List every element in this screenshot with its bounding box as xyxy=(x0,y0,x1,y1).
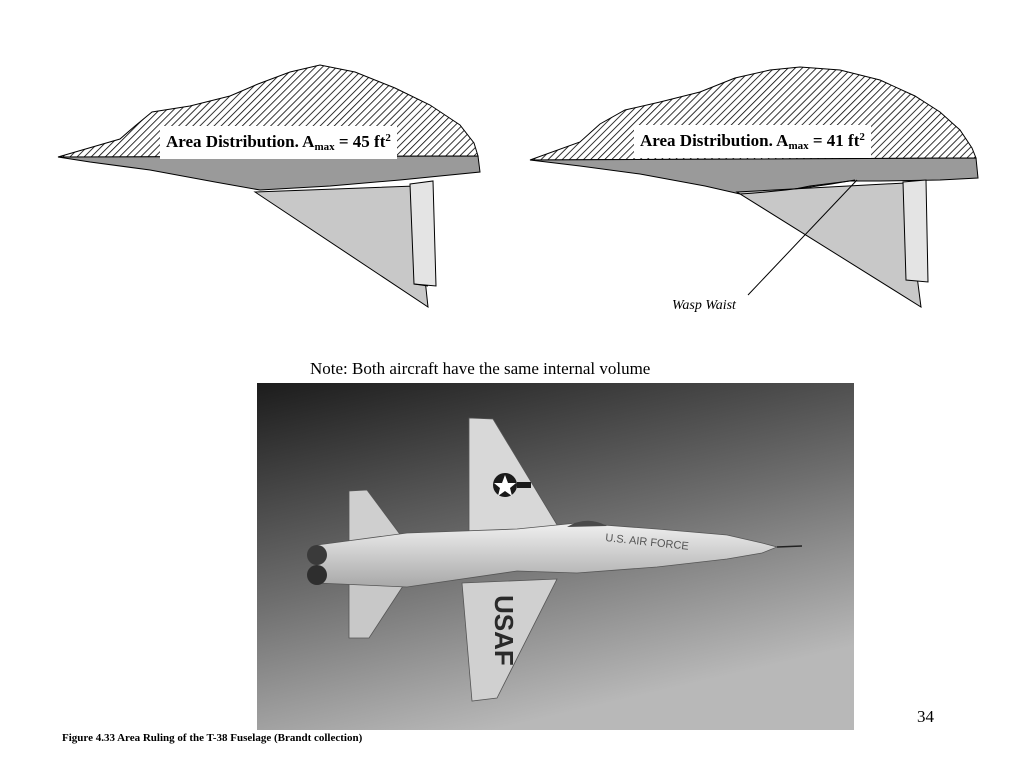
engine-nozzle-top xyxy=(307,545,327,565)
figure-caption: Figure 4.33 Area Ruling of the T-38 Fuselage (Brandt collection) xyxy=(62,732,363,744)
right-area-distribution xyxy=(530,67,978,307)
note-text: Note: Both aircraft have the same internal volume xyxy=(310,359,651,378)
area-ruling-diagrams xyxy=(0,0,1024,380)
engine-nozzle-bottom xyxy=(307,565,327,585)
wasp-waist-callout: Wasp Waist xyxy=(672,298,736,313)
left-tail-fin xyxy=(410,181,436,286)
left-area-label: Area Distribution. $A_{max} = 45$ $ft^2$ xyxy=(160,126,397,159)
right-area-label: Area Distribution. $A_{max} = 41$ $ft^2$ xyxy=(634,125,871,158)
wing-marking: USAF xyxy=(489,595,519,666)
fuselage-marking: U.S. AIR FORCE xyxy=(604,532,690,553)
t38-photo xyxy=(257,383,854,730)
left-area-distribution xyxy=(58,65,480,307)
page-number: 34 xyxy=(917,707,934,726)
nose-probe xyxy=(777,546,802,547)
right-wing xyxy=(737,183,921,307)
left-wing xyxy=(255,186,428,307)
right-tail-fin xyxy=(903,180,928,282)
